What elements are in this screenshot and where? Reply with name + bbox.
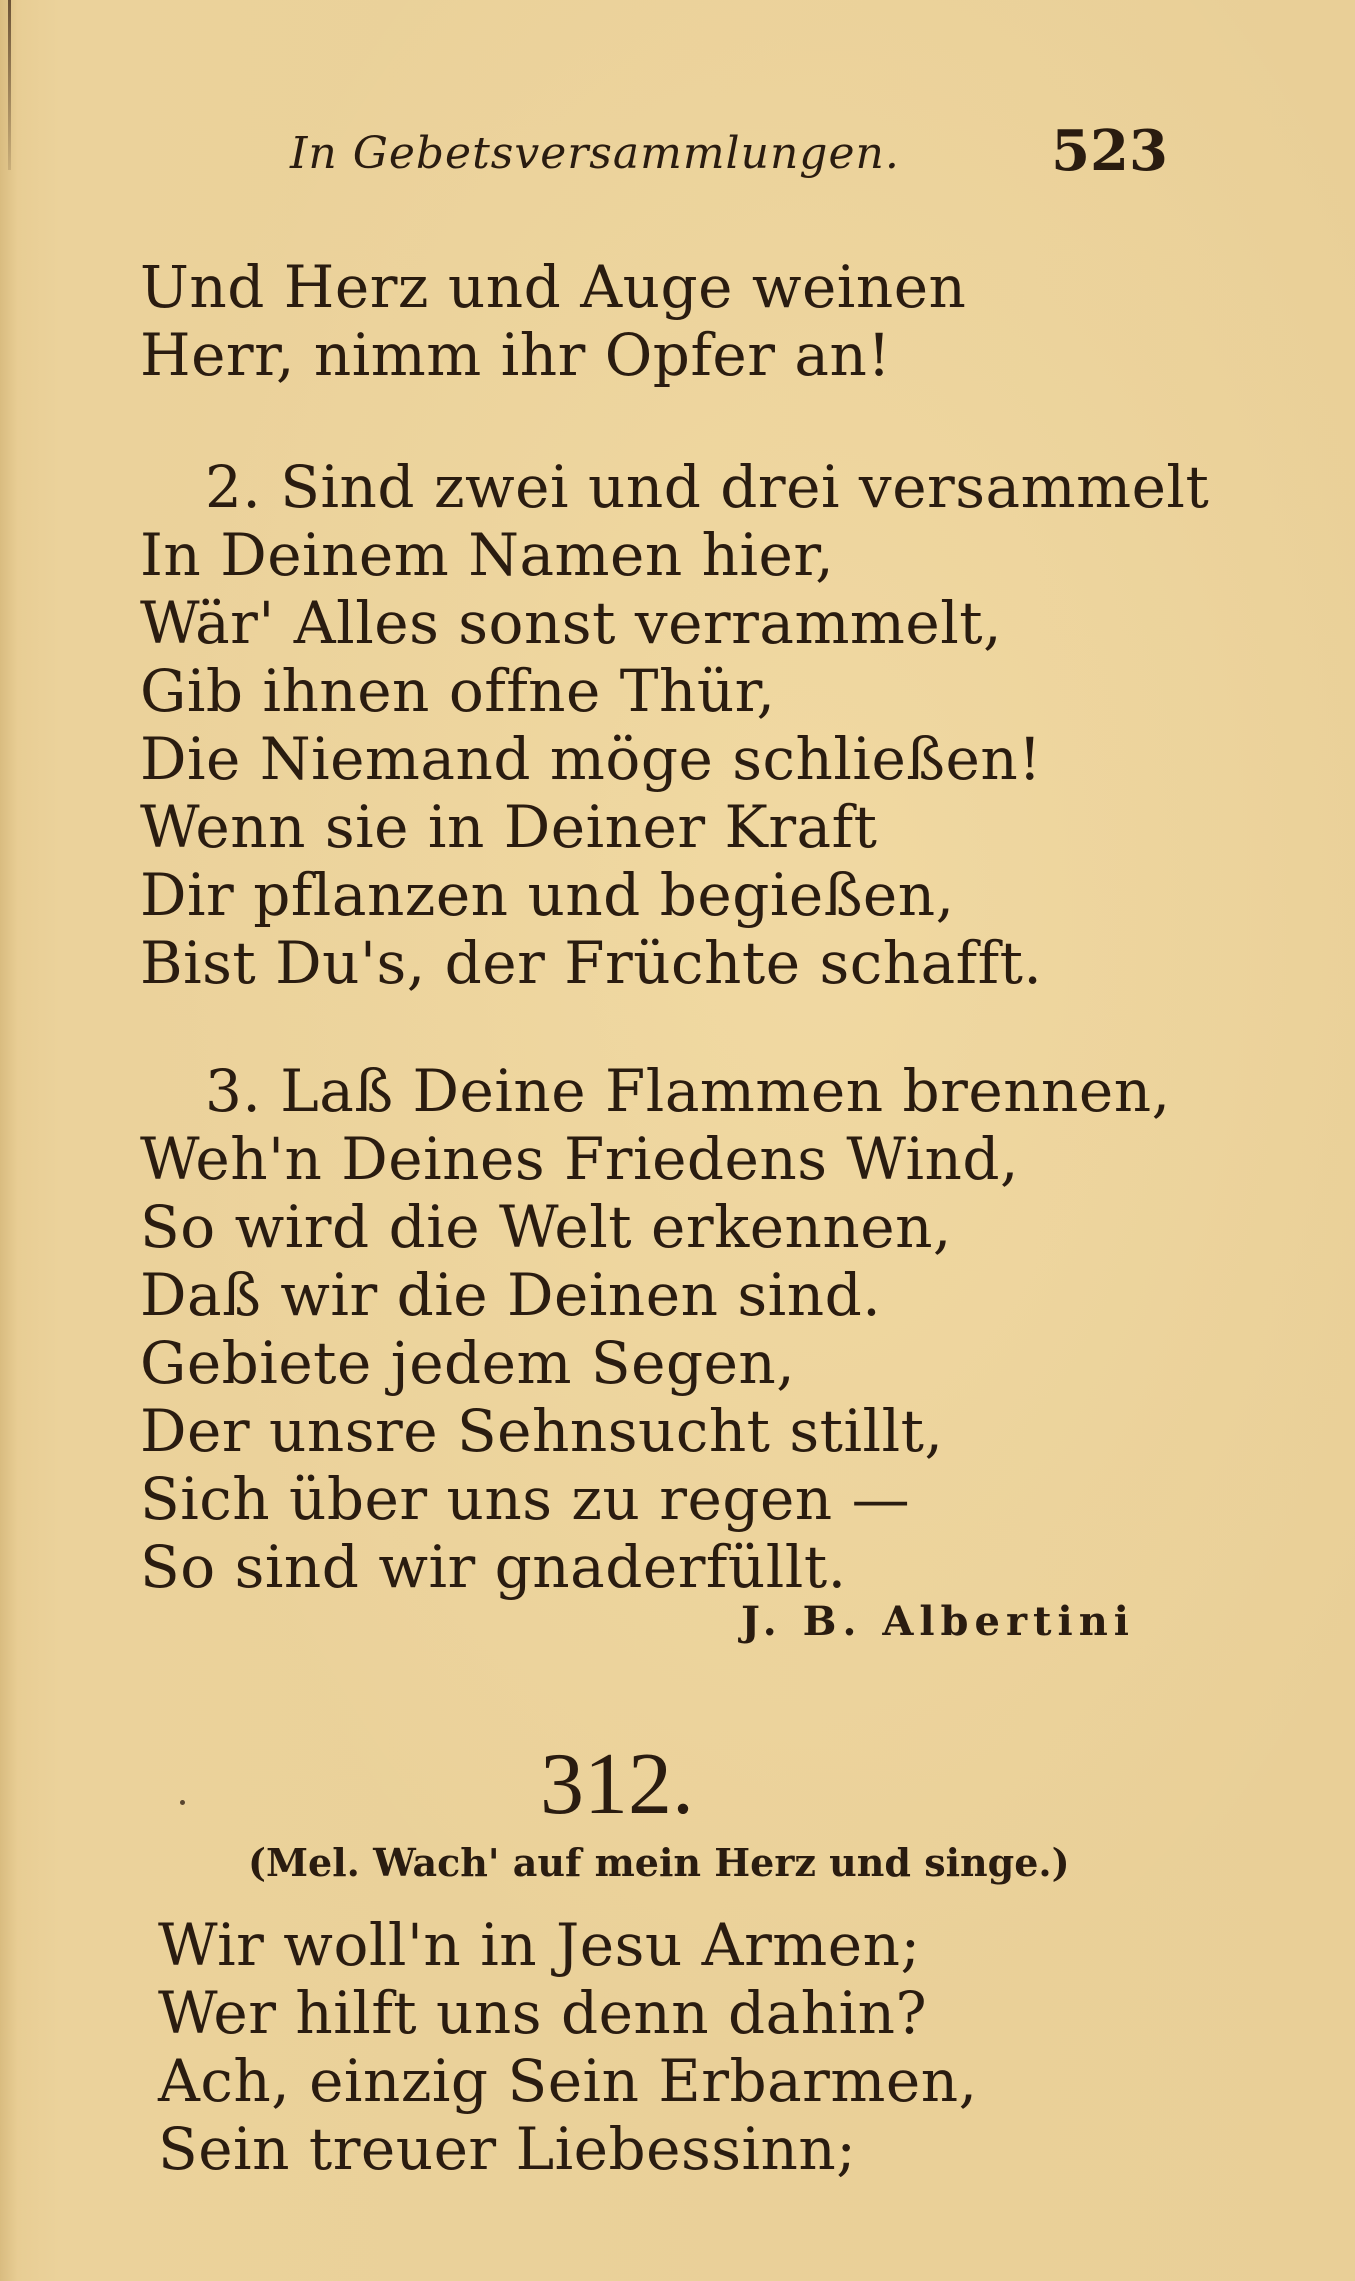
running-head: In Gebetsversammlungen. xyxy=(290,128,900,179)
verse-line: Daß wir die Deinen sind. xyxy=(140,1261,882,1329)
verse-line: Der unsre Sehnsucht stillt, xyxy=(140,1397,944,1465)
melody-note: (Mel. Wach' auf mein Herz und singe.) xyxy=(248,1840,1070,1885)
verse-line: Und Herz und Auge weinen xyxy=(140,253,967,321)
verse-line: Sich über uns zu regen — xyxy=(140,1465,911,1533)
verse-line: Ach, einzig Sein Erbarmen, xyxy=(158,2047,978,2115)
verse-line: So sind wir gnaderfüllt. xyxy=(140,1533,847,1601)
page-number: 523 xyxy=(1051,118,1168,184)
author-attribution: J. B. Albertini xyxy=(740,1598,1135,1645)
verse-line: In Deinem Namen hier, xyxy=(140,521,835,589)
verse-line: Weh'n Deines Friedens Wind, xyxy=(140,1125,1019,1193)
verse-line: 3. Laß Deine Flammen brennen, xyxy=(205,1057,1171,1125)
stray-mark xyxy=(180,1800,185,1805)
verse-line: Wir woll'n in Jesu Armen; xyxy=(158,1911,921,1979)
page-edge xyxy=(8,0,11,170)
verse-line: Bist Du's, der Früchte schafft. xyxy=(140,929,1043,997)
verse-line: Sein treuer Liebessinn; xyxy=(158,2115,857,2183)
verse-line: Wer hilft uns denn dahin? xyxy=(158,1979,928,2047)
verse-line: Herr, nimm ihr Opfer an! xyxy=(140,321,892,389)
hymn-number: 312. xyxy=(540,1736,694,1833)
verse-line: Die Niemand möge schließen! xyxy=(140,725,1042,793)
verse-line: So wird die Welt erkennen, xyxy=(140,1193,952,1261)
verse-line: 2. Sind zwei und drei versammelt xyxy=(205,453,1210,521)
verse-line: Gebiete jedem Segen, xyxy=(140,1329,796,1397)
verse-line: Wär' Alles sonst verrammelt, xyxy=(140,589,1003,657)
verse-line: Wenn sie in Deiner Kraft xyxy=(140,793,878,861)
verse-line: Dir pflanzen und begießen, xyxy=(140,861,955,929)
verse-line: Gib ihnen offne Thür, xyxy=(140,657,776,725)
